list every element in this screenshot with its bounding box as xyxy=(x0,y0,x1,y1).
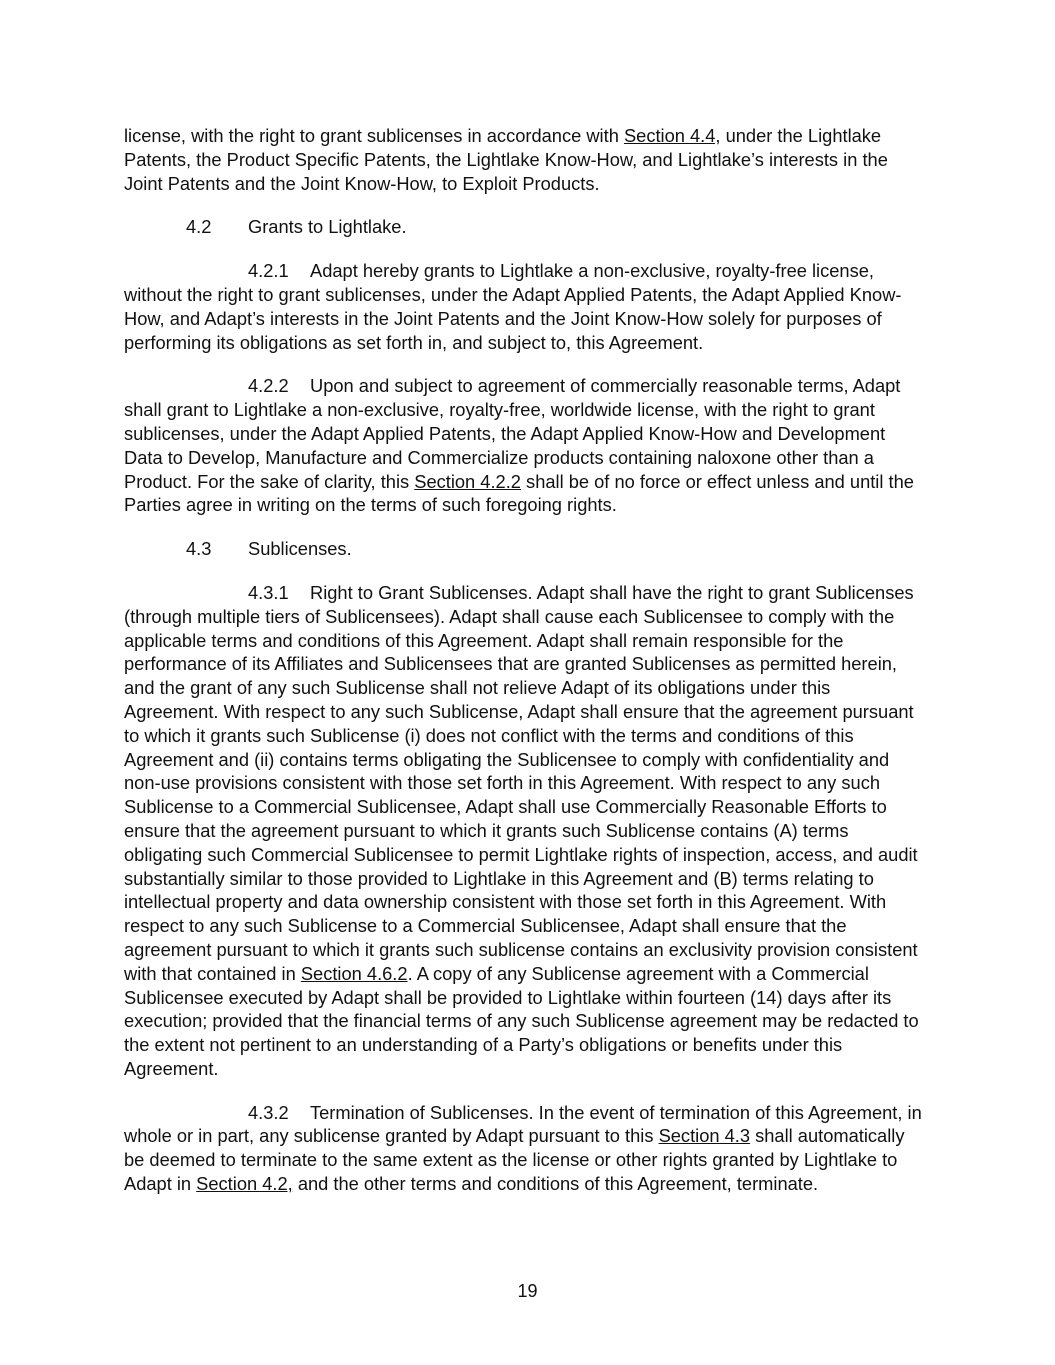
section-ref-4-2: Section 4.2, xyxy=(196,1173,293,1195)
paragraph-text-b: . A copy of any Sublicense agreement with a Commercial Sublicensee executed by Adapt shall be provided to Lightlake within fourteen (14) days after its execution; provided that the financial terms of any such Sublicense agreement may be redacted to the extent not pertinent to an understanding of a Party’s obligations or benefits under this Agreement. xyxy=(124,962,919,1079)
paragraph-text-c: and the other terms and conditions of this Agreement, terminate. xyxy=(292,1173,819,1195)
section-number: 4.3.2 xyxy=(248,1101,289,1123)
section-number: 4.2.1 xyxy=(248,260,289,282)
section-4-3-heading xyxy=(124,537,924,561)
paragraph-text-b: shall be of no force or effect unless and until the Parties agree in writing on the terms of such foregoing rights. xyxy=(124,470,914,516)
section-4-2-1-paragraph xyxy=(124,259,924,354)
paragraph-text: Adapt hereby grants to Lightlake a non-exclusive, royalty-free license, without the right to grant sublicenses, under the Adapt Applied Patents, the Adapt Applied Know-How, and Adapt’s interests in the Joint Patents and the Joint Know-How solely for purposes of performing its obligations as set forth in, and subject to, this Agreement. xyxy=(124,260,902,353)
section-title: Termination of Sublicenses. xyxy=(310,1101,534,1123)
section-4-3-2-paragraph xyxy=(124,1101,924,1196)
page-number: 19 xyxy=(517,1281,538,1301)
paragraph-text-b: shall automatically be deemed to terminate to the same extent as the license or other rights granted by Lightlake to Adapt in xyxy=(124,1125,905,1195)
paragraph-text-a: Adapt shall have the right to grant Sublicenses (through multiple tiers of Sublicensees). Adapt shall cause each Sublicensee to comply with the applicable terms and conditions of this Agreement. Adapt shall remain responsible for the performance of its Affiliates and Sublicensees that are granted Sublicenses as permitted herein, and the grant of any such Sublicense shall not relieve Adapt of its obligations under this Agreement. With respect to any such Sublicense, Adapt shall ensure that the agreement pursuant to which it grants such Sublicense (i) does not conflict with the terms and conditions of this Agreement and (ii) contains terms obligating the Sublicensee to comply with confidentiality and non-use provisions consistent with those set forth in this Agreement. With respect to any such Sublicense to a Commercial Sublicensee, Adapt shall use Commercially Reasonable Efforts to ensure that the agreement pursuant to which it grants such Sublicense contains (A) terms obligating such Commercial Sublicensee to permit Lightlake rights of inspection, access, and audit substantially similar to those provided to Lightlake in this Agreement and (B) terms relating to intellectual property and data ownership consistent with those set forth in this Agreement. With respect to any such Sublicense to a Commercial Sublicensee, Adapt shall ensure that the agreement pursuant to which it grants such sublicense contains an exclusivity provision consistent with that contained in xyxy=(124,581,918,984)
section-number: 4.3.1 xyxy=(248,581,289,603)
paragraph-text-a: In the event of termination of this Agreement, in whole or in part, any sublicense granted by Adapt pursuant to this xyxy=(124,1101,922,1147)
section-4-2-2-paragraph xyxy=(124,374,924,517)
section-title: Grants to Lightlake. xyxy=(248,216,407,238)
section-number: 4.2 xyxy=(186,216,212,238)
section-number: 4.2.2 xyxy=(248,375,289,397)
section-title: Right to Grant Sublicenses. xyxy=(310,581,533,603)
paragraph-text-a: Upon and subject to agreement of commercially reasonable terms, Adapt shall grant to Lightlake a non-exclusive, royalty-free, worldwide license, with the right to grant sublicenses, under the Adapt Applied Patents, the Adapt Applied Know-How and Development Data to Develop, Manufacture and Commercialize products containing naloxone other than a Product. For the sake of clarity, this xyxy=(124,375,901,492)
intro-paragraph xyxy=(124,124,924,195)
section-ref-4-4: Section 4.4, xyxy=(623,125,721,146)
section-number: 4.3 xyxy=(186,538,212,560)
document-page xyxy=(124,124,924,1216)
section-ref-4-6-2: Section 4.6.2 xyxy=(300,962,408,984)
section-title: Sublicenses. xyxy=(248,538,352,560)
intro-text-b: under the Lightlake Patents, the Product Specific Patents, the Lightlake Know-How, and Lightlake’s interests in the Joint Patents and the Joint Know-How, to Exploit Products. xyxy=(124,125,888,194)
section-ref-4-3: Section 4.3 xyxy=(658,1125,751,1147)
section-ref-4-2-2: Section 4.2.2 xyxy=(414,470,521,492)
intro-text-a: license, with the right to grant sublicenses in accordance with xyxy=(124,125,624,146)
section-4-2-heading xyxy=(124,215,924,239)
section-4-3-1-paragraph xyxy=(124,581,924,1081)
